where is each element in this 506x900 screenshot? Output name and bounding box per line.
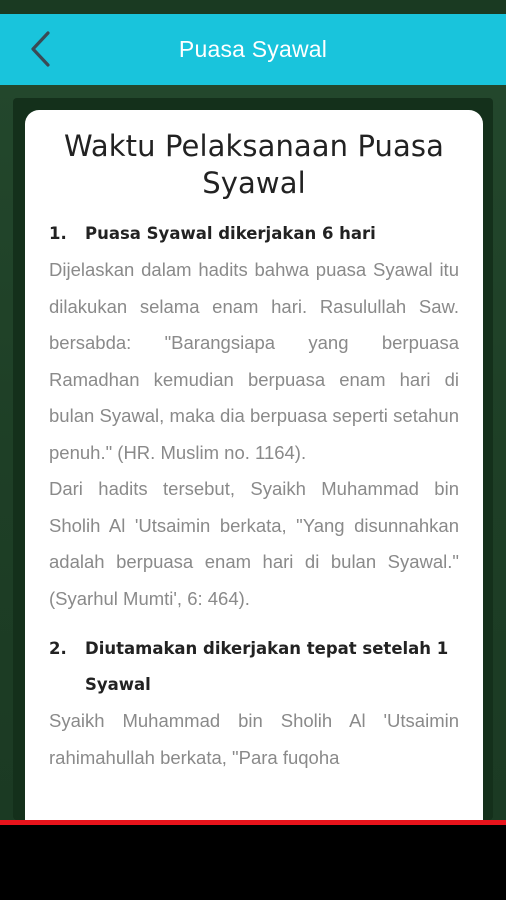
paragraph: Dari hadits tersebut, Syaikh Muhammad bin Sholih Al 'Utsaimin berkata, "Yang disunnahkan adalah berpuasa enam hari di bulan Syawal." (Syarhul Mumti', 6: 464).	[49, 478, 459, 609]
article-content	[25, 110, 483, 776]
section-heading	[49, 216, 459, 252]
section-number: 2.	[49, 639, 67, 658]
back-button[interactable]	[18, 26, 62, 72]
app-bar-title: Puasa Syawal	[178, 36, 328, 62]
section-heading	[49, 631, 459, 703]
article-title: Waktu Pelaksanaan Puasa Syawal	[64, 129, 444, 200]
section-number: 1.	[49, 224, 67, 243]
section-heading-text: Diutamakan dikerjakan tepat setelah 1 Syawal	[85, 639, 449, 694]
section-heading-text: Puasa Syawal dikerjakan 6 hari	[85, 224, 376, 243]
app-bar	[0, 14, 506, 85]
status-bar	[0, 0, 506, 14]
paragraph: Syaikh Muhammad bin Sholih Al 'Utsaimin rahimahullah berkata, "Para fuqoha	[49, 710, 459, 768]
paragraph: Dijelaskan dalam hadits bahwa puasa Syawal itu dilakukan selama enam hari. Rasulullah Saw. bersabda: "Barangsiapa yang berpuasa Ramadhan kemudian berpuasa enam hari di bulan Syawal, maka dia berpuasa seperti setahun penuh." (HR. Muslim no. 1164).	[49, 259, 459, 463]
article-card[interactable]	[25, 110, 483, 820]
bottom-bar	[0, 825, 506, 900]
chevron-left-icon	[29, 30, 51, 68]
